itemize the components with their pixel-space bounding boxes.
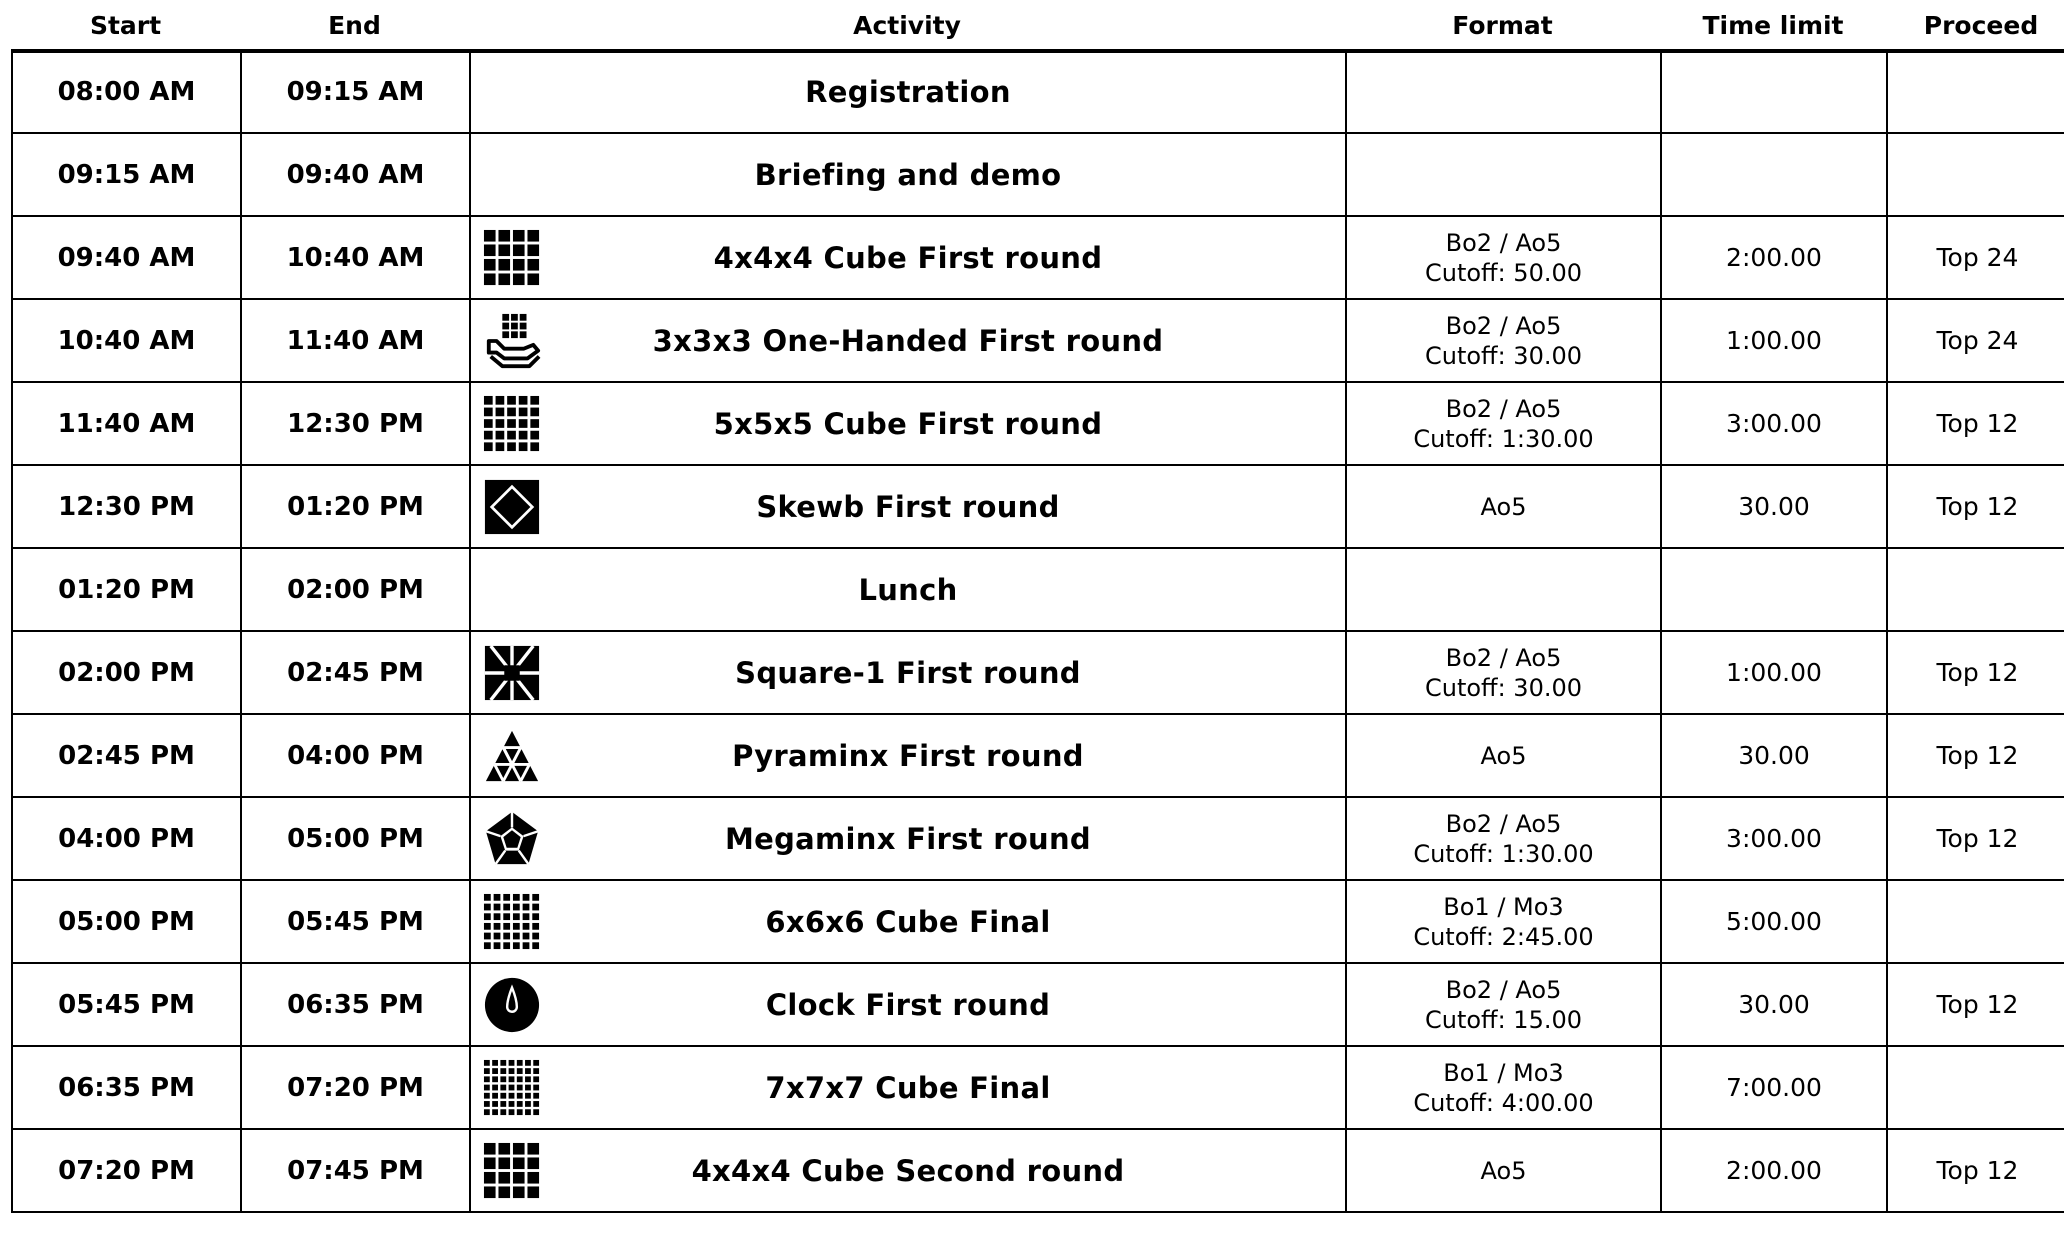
time-limit-cell [1661,548,1887,631]
format-cell [1346,51,1661,133]
time-limit-cell: 7:00.00 [1661,1046,1887,1129]
activity-cell [470,216,1346,299]
format-line: Bo2 / Ao5 [1445,643,1562,672]
table-row [12,797,2064,880]
activity-name: Megaminx First round [724,821,1091,856]
format-line: Bo1 / Mo3 [1443,892,1564,921]
schedule-table [11,51,2064,1213]
time-limit-cell [1661,133,1887,216]
header-start: Start [89,11,162,40]
proceed-cell: Top 24 [1887,299,2064,382]
time-limit-cell [1661,51,1887,133]
start-time-cell: 10:40 AM [12,299,241,382]
start-time-cell: 02:45 PM [12,714,241,797]
table-row [12,1046,2064,1129]
proceed-cell [1887,51,2064,133]
start-time-cell: 11:40 AM [12,382,241,465]
format-cell [1346,465,1661,548]
activity-name: 7x7x7 Cube Final [765,1070,1051,1105]
time-limit-cell: 3:00.00 [1661,797,1887,880]
activity-name: Briefing and demo [754,157,1062,192]
end-time-cell: 12:30 PM [241,382,470,465]
cube-4x4-icon [483,1142,541,1200]
start-time-cell: 04:00 PM [12,797,241,880]
table-row [12,631,2064,714]
table-row [12,133,2064,216]
format-line: Bo1 / Mo3 [1443,1058,1564,1087]
format-cell [1346,1129,1661,1212]
proceed-cell: Top 12 [1887,631,2064,714]
format-cell [1346,382,1661,465]
proceed-cell [1887,1046,2064,1129]
time-limit-cell: 30.00 [1661,465,1887,548]
activity-cell [470,963,1346,1046]
end-time-cell: 07:45 PM [241,1129,470,1212]
activity-cell [470,714,1346,797]
format-cell [1346,133,1661,216]
activity-name: 4x4x4 Cube Second round [691,1153,1125,1188]
end-time-cell: 05:00 PM [241,797,470,880]
activity-cell [470,299,1346,382]
table-row [12,714,2064,797]
skewb-icon [483,478,541,536]
activity-cell [470,465,1346,548]
format-cell [1346,963,1661,1046]
activity-cell [470,51,1346,133]
end-time-cell: 07:20 PM [241,1046,470,1129]
cutoff-line: Cutoff: 1:30.00 [1413,839,1594,868]
time-limit-cell: 1:00.00 [1661,299,1887,382]
end-time-cell: 02:45 PM [241,631,470,714]
cutoff-line: Cutoff: 15.00 [1424,1005,1583,1034]
megaminx-icon [483,810,541,868]
header-time-limit: Time limit [1702,11,1844,40]
cutoff-line: Cutoff: 2:45.00 [1413,922,1594,951]
activity-name: 3x3x3 One-Handed First round [652,323,1164,358]
end-time-cell: 05:45 PM [241,880,470,963]
cube-7x7-icon [483,1059,541,1117]
table-row [12,1129,2064,1212]
activity-name: Clock First round [765,987,1051,1022]
proceed-cell [1887,548,2064,631]
time-limit-cell: 2:00.00 [1661,216,1887,299]
square-1-icon [483,644,541,702]
header-activity: Activity [853,11,961,40]
cutoff-line: Cutoff: 1:30.00 [1413,424,1594,453]
format-line: Bo2 / Ao5 [1445,975,1562,1004]
proceed-cell: Top 12 [1887,963,2064,1046]
proceed-cell: Top 24 [1887,216,2064,299]
end-time-cell: 11:40 AM [241,299,470,382]
start-time-cell: 06:35 PM [12,1046,241,1129]
start-time-cell: 01:20 PM [12,548,241,631]
time-limit-cell: 5:00.00 [1661,880,1887,963]
one-handed-icon [483,312,541,370]
time-limit-cell: 2:00.00 [1661,1129,1887,1212]
cutoff-line: Cutoff: 30.00 [1424,673,1583,702]
proceed-cell: Top 12 [1887,1129,2064,1212]
end-time-cell: 02:00 PM [241,548,470,631]
start-time-cell: 07:20 PM [12,1129,241,1212]
start-time-cell: 05:00 PM [12,880,241,963]
format-cell [1346,1046,1661,1129]
cube-5x5-icon [483,395,541,453]
proceed-cell: Top 12 [1887,714,2064,797]
end-time-cell: 09:15 AM [241,51,470,133]
clock-icon [483,976,541,1034]
format-cell [1346,548,1661,631]
cutoff-line: Cutoff: 4:00.00 [1413,1088,1594,1117]
activity-cell [470,382,1346,465]
activity-cell [470,797,1346,880]
proceed-cell: Top 12 [1887,382,2064,465]
proceed-cell [1887,133,2064,216]
activity-name: Skewb First round [756,489,1060,524]
format-cell [1346,797,1661,880]
start-time-cell: 02:00 PM [12,631,241,714]
start-time-cell: 09:40 AM [12,216,241,299]
activity-cell [470,631,1346,714]
start-time-cell: 09:15 AM [12,133,241,216]
format-line: Bo2 / Ao5 [1445,394,1562,423]
activity-name: 4x4x4 Cube First round [713,240,1103,275]
end-time-cell: 04:00 PM [241,714,470,797]
format-line: Ao5 [1480,741,1527,770]
format-line: Bo2 / Ao5 [1445,311,1562,340]
format-cell [1346,299,1661,382]
format-line: Bo2 / Ao5 [1445,809,1562,838]
header-end: End [328,11,381,40]
proceed-cell [1887,880,2064,963]
table-row [12,382,2064,465]
start-time-cell: 08:00 AM [12,51,241,133]
table-row [12,880,2064,963]
activity-name: 5x5x5 Cube First round [713,406,1103,441]
activity-name: 6x6x6 Cube Final [765,904,1051,939]
time-limit-cell: 30.00 [1661,714,1887,797]
schedule-body [12,51,2064,1212]
end-time-cell: 10:40 AM [241,216,470,299]
cube-6x6-icon [483,893,541,951]
table-row [12,963,2064,1046]
end-time-cell: 06:35 PM [241,963,470,1046]
table-row [12,51,2064,133]
activity-cell [470,548,1346,631]
cutoff-line: Cutoff: 50.00 [1424,258,1583,287]
activity-cell [470,133,1346,216]
end-time-cell: 01:20 PM [241,465,470,548]
format-cell [1346,714,1661,797]
activity-name: Lunch [858,572,958,607]
activity-name: Pyraminx First round [732,738,1084,773]
table-row [12,299,2064,382]
format-cell [1346,631,1661,714]
cutoff-line: Cutoff: 30.00 [1424,341,1583,370]
format-cell [1346,216,1661,299]
format-line: Ao5 [1480,1156,1527,1185]
start-time-cell: 05:45 PM [12,963,241,1046]
format-cell [1346,880,1661,963]
end-time-cell: 09:40 AM [241,133,470,216]
activity-cell [470,880,1346,963]
pyraminx-icon [483,727,541,785]
start-time-cell: 12:30 PM [12,465,241,548]
activity-cell [470,1046,1346,1129]
table-row [12,465,2064,548]
activity-cell [470,1129,1346,1212]
activity-name: Square-1 First round [735,655,1081,690]
time-limit-cell: 3:00.00 [1661,382,1887,465]
activity-name: Registration [805,74,1011,109]
proceed-cell: Top 12 [1887,797,2064,880]
time-limit-cell: 1:00.00 [1661,631,1887,714]
time-limit-cell: 30.00 [1661,963,1887,1046]
cube-4x4-icon [483,229,541,287]
table-row [12,216,2064,299]
proceed-cell: Top 12 [1887,465,2064,548]
header-proceed: Proceed [1923,11,2039,40]
format-line: Ao5 [1480,492,1527,521]
header-format: Format [1452,11,1553,40]
table-header [0,0,2064,50]
format-line: Bo2 / Ao5 [1445,228,1562,257]
table-row [12,548,2064,631]
